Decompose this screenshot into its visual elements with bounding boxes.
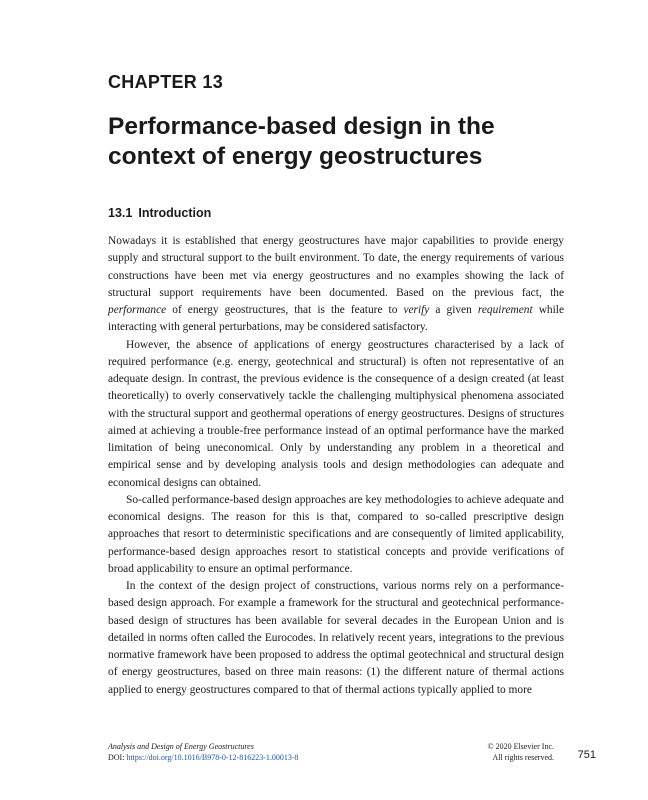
body-text xyxy=(108,233,564,699)
chapter-title-line-1: Performance-based design in the xyxy=(108,113,495,140)
paragraph-1-text-a: Nowadays it is established that energy geostructures have major capabilities to provide energy supply and structural support to the built environment. To date, the energy requirements of various constructions have been met via energy geostructures and no examples showing the lack of structural support requirements have been documented. Based on the previous fact, the xyxy=(108,235,564,299)
chapter-title xyxy=(108,112,578,172)
book-title: Analysis and Design of Energy Geostructures xyxy=(108,742,254,751)
paragraph-4: In the context of the design project of constructions, various norms rely on a performance-based design approach. For example a framework for the structural and geotechnical performance-based design of structures has been available for several decades in the European Union and is detailed in norms often called the Eurocodes. In relatively recent years, integrations to the previous normative framework have been proposed to address the optimal geotechnical and structural design of energy geostructures, based on three main reasons: (1) the different nature of thermal actions applied to energy geostructures compared to that of thermal actions typically applied to more xyxy=(108,580,564,696)
paragraph-3: So-called performance-based design approaches are key methodologies to achieve adequate and economical designs. The reason for this is that, compared to so-called prescriptive design approaches that resort to deterministic specifications and are consequently of limited applicability, performance-based design approaches resort to statistical concepts and provide verifications of broad applicability to ensure an optimal performance. xyxy=(108,493,564,575)
section-number: 13.1 xyxy=(108,206,133,220)
doi-line xyxy=(108,752,299,763)
rights-notice: All rights reserved. xyxy=(492,753,554,762)
doi-label: DOI: xyxy=(108,753,127,762)
section-heading xyxy=(108,206,211,220)
paragraph-1-text-e: a given xyxy=(429,304,478,316)
emphasis-requirement: requirement xyxy=(477,304,533,316)
paragraph-1 xyxy=(108,233,564,337)
page-footer xyxy=(108,741,596,765)
emphasis-performance: performance xyxy=(108,304,167,316)
paragraph-1-text-g: while interacting with general perturbations, may be considered satisfactory. xyxy=(108,304,565,334)
emphasis-verify: verify xyxy=(403,304,430,316)
chapter-title-line-2: context of energy geostructures xyxy=(108,143,483,170)
paragraph-1-text-c: of energy geostructures, that is the feature to xyxy=(166,304,404,316)
doi-link[interactable]: https://doi.org/10.1016/B978-0-12-816223-1.00013-8 xyxy=(126,753,299,762)
paragraph-2: However, the absence of applications of energy geostructures characterised by a lack of required performance (e.g. energy, geotechnical and structural) is often not representative of an adequate design. In contrast, the previous evidence is the consequence of a design created (at least theoretically) to overly conservatively tackle the challenging multiphysical phenomena associated with the structural support and geothermal operations of energy geostructures. Designs of structures aimed at achieving a trouble-free performance instead of an optimal performance have the marked limitation of being uneconomical. Only by understanding any problem in a theoretical and empirical sense and by developing analysis tools and design methodologies can adequate and economical designs can obtained. xyxy=(108,338,564,489)
page-number: 751 xyxy=(577,749,596,761)
section-title: Introduction xyxy=(138,206,212,220)
copyright-notice: © 2020 Elsevier Inc. xyxy=(487,742,554,751)
chapter-label: CHAPTER 13 xyxy=(108,72,224,92)
